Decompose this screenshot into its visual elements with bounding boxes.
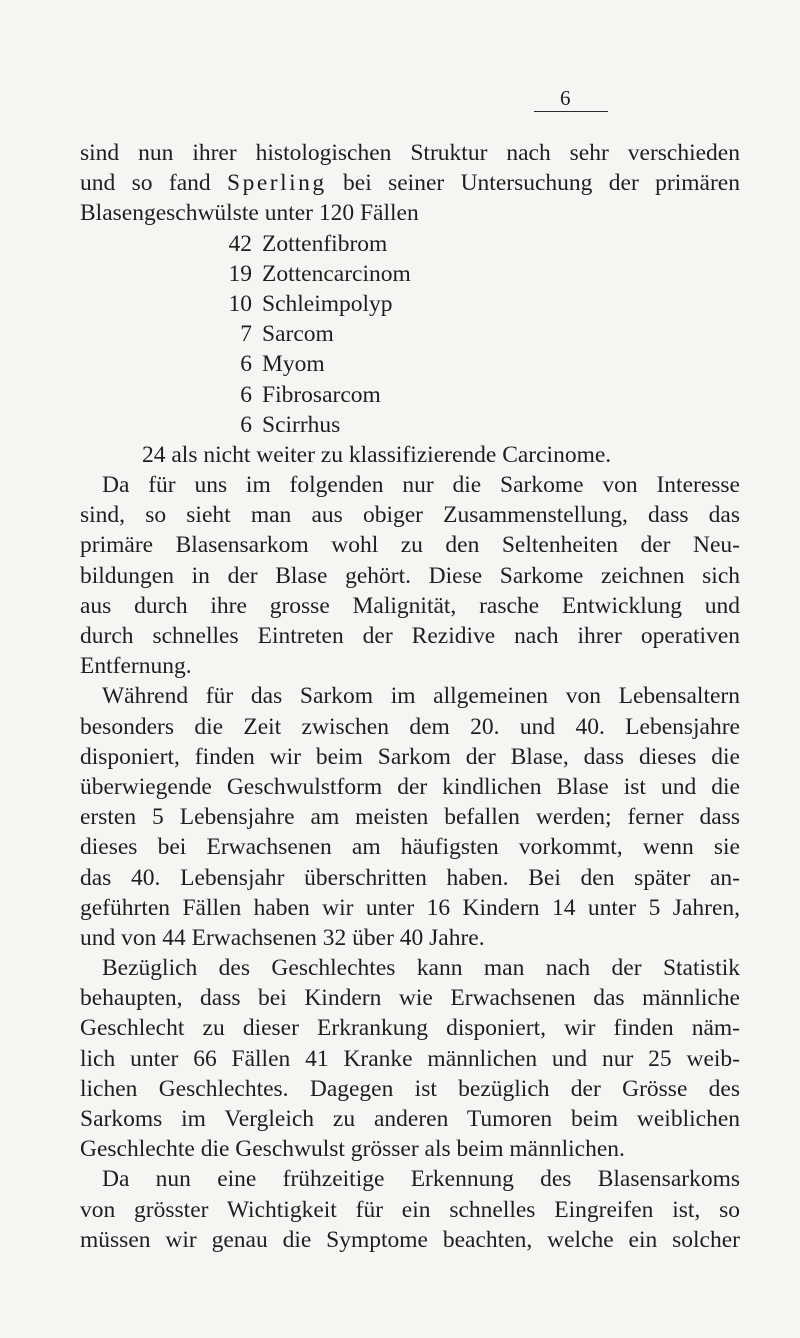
list-tail: 24 als nicht weiter zu klassifizierende Carcinome. xyxy=(142,441,612,468)
text-line: dieses bei Erwachsenen am häufigsten vorkommt, wenn sie xyxy=(80,834,740,861)
text-line: müssen wir genau die Symptome beachten, welche ein solcher xyxy=(80,1226,740,1253)
text-line: lich unter 66 Fällen 41 Kranke männlichen und nur 25 weib- xyxy=(80,1045,740,1072)
paragraph xyxy=(80,953,740,1164)
paragraph xyxy=(80,681,740,953)
text-line: Geschlecht zu dieser Erkrankung disponiert, wir finden näm- xyxy=(80,1015,740,1042)
text-line: Da nun eine frühzeitige Erkennung des Blasensarkoms xyxy=(102,1166,740,1193)
list-item-label: Sarcom xyxy=(262,321,334,348)
text-line: Bezüglich des Geschlechtes kann man nach der Statistik xyxy=(102,955,740,982)
list-item-count: 6 xyxy=(240,351,252,378)
text-line: von grösster Wichtigkeit für ein schnelles Eingreifen ist, so xyxy=(80,1196,740,1223)
tumor-list xyxy=(80,229,740,471)
text-line: Geschlechte die Geschwulst grösser als beim männlichen. xyxy=(80,1136,625,1163)
list-item xyxy=(80,380,740,410)
text-line: besonders die Zeit zwischen dem 20. und 40. Lebensjahre xyxy=(80,713,740,740)
text-line: aus durch ihre grosse Malignität, rasche Entwicklung und xyxy=(80,592,740,619)
paragraph xyxy=(80,470,740,681)
text-line: und von 44 Erwachsenen 32 über 40 Jahre. xyxy=(80,924,485,951)
text-line: sind nun ihrer histologischen Struktur nach sehr verschieden xyxy=(80,140,740,166)
page-number: 6 xyxy=(560,86,571,110)
list-item xyxy=(80,410,740,440)
text-line: Sarkoms im Vergleich zu anderen Tumoren beim weiblichen xyxy=(80,1106,740,1132)
text-line: geführten Fällen haben wir unter 16 Kindern 14 unter 5 Jahren, xyxy=(80,894,740,921)
list-item-count: 10 xyxy=(228,290,252,317)
text-line: Blasengeschwülste unter 120 Fällen xyxy=(80,200,419,227)
text-segment: und so fand xyxy=(80,170,228,197)
list-item-count: 7 xyxy=(240,321,252,348)
text-line: Entfernung. xyxy=(80,653,192,680)
list-item xyxy=(80,229,740,259)
list-item-count: 42 xyxy=(228,230,252,257)
text-line xyxy=(80,168,740,198)
text-line: ersten 5 Lebensjahre am meisten befallen werden; ferner dass xyxy=(80,804,740,831)
body-text xyxy=(80,138,740,1255)
text-line: überwiegende Geschwulstform der kindlichen Blase ist und die xyxy=(80,773,740,800)
text-line: behaupten, dass bei Kindern wie Erwachsenen das männliche xyxy=(80,985,740,1012)
list-item-label: Myom xyxy=(262,351,325,378)
header-rule xyxy=(534,111,608,112)
paragraph xyxy=(80,1164,740,1255)
list-item xyxy=(80,349,740,379)
text-line: bildungen in der Blase gehört. Diese Sarkome zeichnen sich xyxy=(80,562,740,589)
list-item xyxy=(80,259,740,289)
text-segment: bei seiner Untersuchung der primären xyxy=(326,170,740,197)
list-item xyxy=(80,319,740,349)
text-line: lichen Geschlechtes. Dagegen ist bezüglich der Grösse des xyxy=(80,1075,740,1102)
list-item-label: Schleimpolyp xyxy=(262,290,393,317)
text-line: durch schnelles Eintreten der Rezidive nach ihrer operativen xyxy=(80,623,740,649)
list-item-label: Zottenfibrom xyxy=(262,230,388,257)
list-item-label: Fibrosarcom xyxy=(262,381,381,408)
author-name: Sperling xyxy=(227,170,327,197)
list-item xyxy=(80,289,740,319)
text-line: Da für uns im folgenden nur die Sarkome von Interesse xyxy=(102,472,740,499)
list-item-count: 6 xyxy=(240,381,252,408)
list-item-count: 19 xyxy=(228,260,252,287)
text-line: Während für das Sarkom im allgemeinen von Lebensaltern xyxy=(102,683,740,710)
list-item-count: 6 xyxy=(240,411,252,438)
list-item-label: Zottencarcinom xyxy=(262,260,411,287)
text-line: das 40. Lebensjahr überschritten haben. Bei den später an- xyxy=(80,864,740,891)
list-item-label: Scirrhus xyxy=(262,411,341,438)
text-line: disponiert, finden wir beim Sarkom der Blase, dass dieses die xyxy=(80,743,740,770)
text-line: primäre Blasensarkom wohl zu den Seltenheiten der Neu- xyxy=(80,532,740,559)
text-line: sind, so sieht man aus obiger Zusammenstellung, dass das xyxy=(80,502,740,529)
